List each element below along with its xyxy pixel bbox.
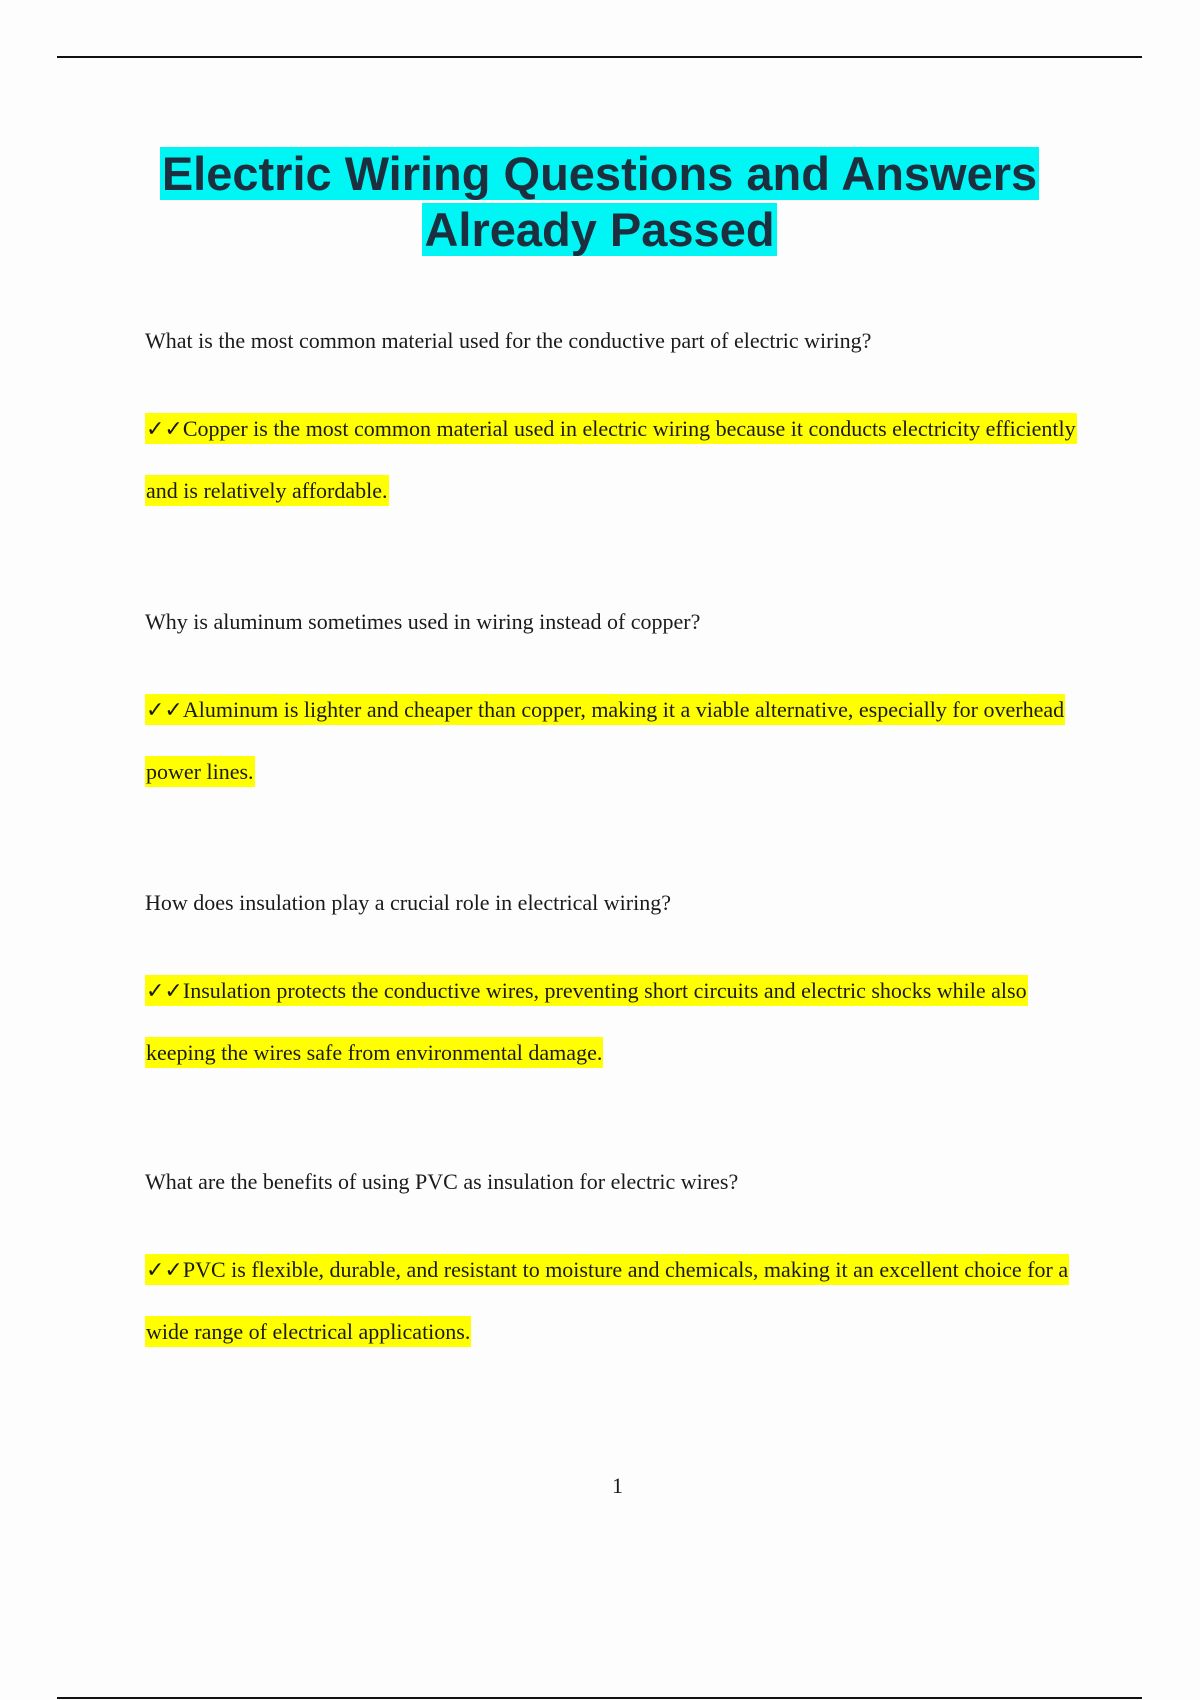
top-rule xyxy=(57,56,1142,58)
question-text: What are the benefits of using PVC as insulation for electric wires? xyxy=(145,1169,739,1194)
check-mark-icon: ✓✓ xyxy=(146,1258,183,1283)
title-line-2: Already Passed xyxy=(424,203,775,256)
check-mark-icon: ✓✓ xyxy=(146,979,183,1004)
check-mark-icon: ✓✓ xyxy=(146,417,183,442)
answer-highlight xyxy=(145,694,1065,787)
answer-highlight xyxy=(145,413,1077,506)
answer-text: Aluminum is lighter and cheaper than copper, making it a viable alternative, especially for overhead power lines. xyxy=(146,697,1065,784)
answer-highlight xyxy=(145,975,1028,1068)
answer-block xyxy=(145,398,1080,521)
qa-item xyxy=(145,1168,1080,1362)
answer-block xyxy=(145,960,1080,1083)
check-mark-icon: ✓✓ xyxy=(146,698,183,723)
document-title xyxy=(57,146,1142,258)
answer-block xyxy=(145,679,1080,802)
answer-block xyxy=(145,1239,1080,1362)
question-text: What is the most common material used for the conductive part of electric wiring? xyxy=(145,328,872,353)
qa-item xyxy=(145,889,1080,1083)
qa-item xyxy=(145,608,1080,802)
question-text: How does insulation play a crucial role in electrical wiring? xyxy=(145,890,671,915)
qa-item xyxy=(145,327,1080,521)
title-line-1: Electric Wiring Questions and Answers xyxy=(161,147,1038,200)
page-number: 1 xyxy=(612,1473,623,1498)
bottom-rule xyxy=(57,1697,1142,1699)
answer-text: Copper is the most common material used in electric wiring because it conducts electricity efficiently and is relatively affordable. xyxy=(146,416,1076,503)
answer-text: Insulation protects the conductive wires, preventing short circuits and electric shocks while also keeping the wires safe from environmental damage. xyxy=(146,978,1027,1065)
question-text: Why is aluminum sometimes used in wiring instead of copper? xyxy=(145,609,701,634)
answer-text: PVC is flexible, durable, and resistant to moisture and chemicals, making it an excellent choice for a wide range of electrical applications. xyxy=(146,1257,1069,1344)
answer-highlight xyxy=(145,1254,1069,1347)
